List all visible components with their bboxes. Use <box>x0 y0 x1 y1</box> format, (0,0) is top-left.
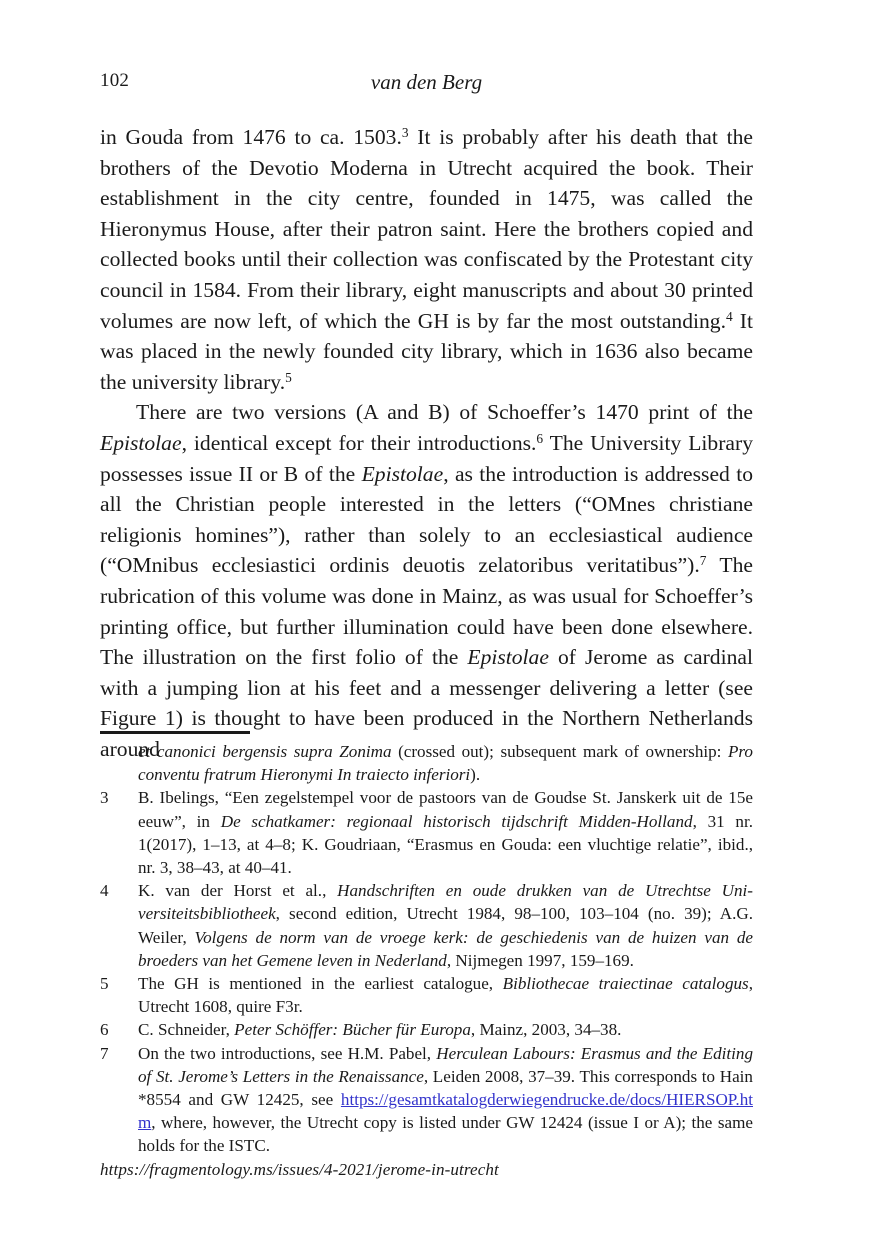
footnote-number: 7 <box>100 1043 109 1063</box>
footer-url: https://fragmentology.ms/issues/4-2021/jerome-in-utrecht <box>100 1160 499 1179</box>
italic-title: Handschriften en oude drukken van de Utrechtse Universiteitsbibliotheek <box>138 881 753 924</box>
text-run: The University Library possesses issue II or B of the <box>100 430 753 486</box>
footnote-reference[interactable]: 4 <box>726 308 733 324</box>
footnotes-section <box>100 740 753 1158</box>
italic-title: Pro conventu fratrum Hieronymi In traiecto inferiori <box>138 742 753 785</box>
italic-title: Epistolae <box>361 461 444 486</box>
footnote-item <box>100 786 753 879</box>
text-run: (crossed out); subsequent mark of ownership: <box>391 742 728 761</box>
text-run: C. Schneider, <box>138 1020 235 1040</box>
italic-title: Volgens de norm van de vroege kerk: de geschiedenis van de huizen van de broeders van het Gemene leven in Nederland <box>138 927 753 970</box>
text-run: , identical except for their introductions. <box>181 430 537 455</box>
footnote-reference[interactable]: 7 <box>699 553 707 569</box>
body-paragraph <box>100 122 753 397</box>
text-run: , second edition, Utrecht 1984, 98–100, 103–104 (no. 39); A.G. Weiler, <box>138 904 753 947</box>
body-text <box>100 122 753 764</box>
italic-title: Epistolae <box>467 645 549 670</box>
footnote-item <box>100 879 753 972</box>
italic-title: Epistolae <box>100 430 182 455</box>
footnote-number: 5 <box>100 974 109 994</box>
text-run: , as the introduction is addressed to all the Christian people interested in the letters (“OMnes christiane religionis homines”), rather than solely to an ecclesiastical audience (“OMnibus ecclesiastici ordinis deuotis zelatoribus veritatibus”). <box>100 461 753 578</box>
text-run: , Nijmegen 1997, 159–169. <box>446 950 634 970</box>
italic-title: et canonici bergensis supra Zonima <box>138 742 392 761</box>
body-paragraph <box>100 397 753 764</box>
text-run: , Mainz, 2003, 34–38. <box>470 1020 622 1040</box>
text-run: The GH is mentioned in the earliest catalogue, <box>138 974 503 994</box>
footnote-item <box>100 972 753 1018</box>
text-run: K. van der Horst et al., <box>138 881 338 901</box>
text-run: , 31 nr. 1(2017), 1–13, at 4–8; K. Goudriaan, “Erasmus en Gouda: een vluchtige relatie”, ibid., nr. 3, 38–43, at 40–41. <box>138 811 753 878</box>
text-run: B. Ibelings, “Een zegelstempel voor de pastoors van de Goudse St. Janskerk uit de 15e eeuw”, in <box>138 788 753 831</box>
text-run: , Leiden 2008, 37–39. This corresponds to Hain *8554 and GW 12425, see <box>138 1066 753 1110</box>
text-run: It is probably after his death that the brothers of the Devotio Moderna in Utrecht acquired the book. Their establishment in the city centre, founded in 1475, was called the Hieronymus House, after their patron saint. Here the brothers copied and collected books until their collection was confiscated by the Protestant city council in 1584. From their library, eight manuscripts and about 30 printed volumes are now left, of which the GH is by far the most outstanding. <box>100 125 754 333</box>
text-run: in Gouda from 1476 to ca. 1503. <box>100 125 402 149</box>
page-number: 102 <box>100 70 130 91</box>
footnote-number: 3 <box>100 788 109 808</box>
italic-title: Peter Schöffer: Bücher für Europa <box>234 1020 471 1040</box>
text-run: , where, however, the Utrecht copy is listed under GW 12424 (issue I or A); the same holds for the ISTC. <box>138 1113 753 1156</box>
text-run: ). <box>470 765 481 785</box>
footnote-reference[interactable]: 3 <box>401 125 409 141</box>
text-run: It was placed in the newly founded city library, which in 1636 also became the university library. <box>100 308 753 394</box>
footnote-reference[interactable]: 6 <box>536 430 544 446</box>
italic-title: Herculean Labours: Erasmus and the Editing of St. Jerome’s Letters in the Renaissance <box>138 1043 754 1086</box>
text-run: , Utrecht 1608, quire F3r. <box>138 974 753 1017</box>
italic-title: Bibliothecae traiectinae catalogus <box>502 974 749 994</box>
text-run: of Jerome as cardinal with a jumping lion at his feet and a messenger delivering a letter (see Figure 1) is thought to have been produced in the Northern Netherlands around <box>100 645 753 761</box>
running-head <box>100 70 753 100</box>
footnote-number: 4 <box>100 881 109 901</box>
footnote-separator-rule <box>100 731 250 734</box>
footnote-reference[interactable]: 5 <box>285 369 292 385</box>
italic-title: De schatkamer: regionaal historisch tijdschrift Midden-Holland <box>220 811 693 831</box>
text-run: On the two introductions, see H.M. Pabel, <box>138 1043 437 1063</box>
external-link[interactable]: https://gesamtkatalogderwiegendrucke.de/docs/HIERSOP.htm <box>138 1090 753 1133</box>
footnote-continuation <box>100 740 753 786</box>
footnote-item <box>100 1018 753 1041</box>
footnote-number: 6 <box>100 1020 109 1040</box>
text-run: There are two versions (A and B) of Schoeffer’s 1470 print of the <box>136 400 753 425</box>
footnote-item <box>100 1042 753 1158</box>
running-head-title: van den Berg <box>370 70 483 94</box>
text-run: The rubrication of this volume was done in Mainz, as was usual for Schoeffer’s printing office, but further illumination could have been done elsewhere. The illustration on the first folio of the <box>100 553 753 670</box>
